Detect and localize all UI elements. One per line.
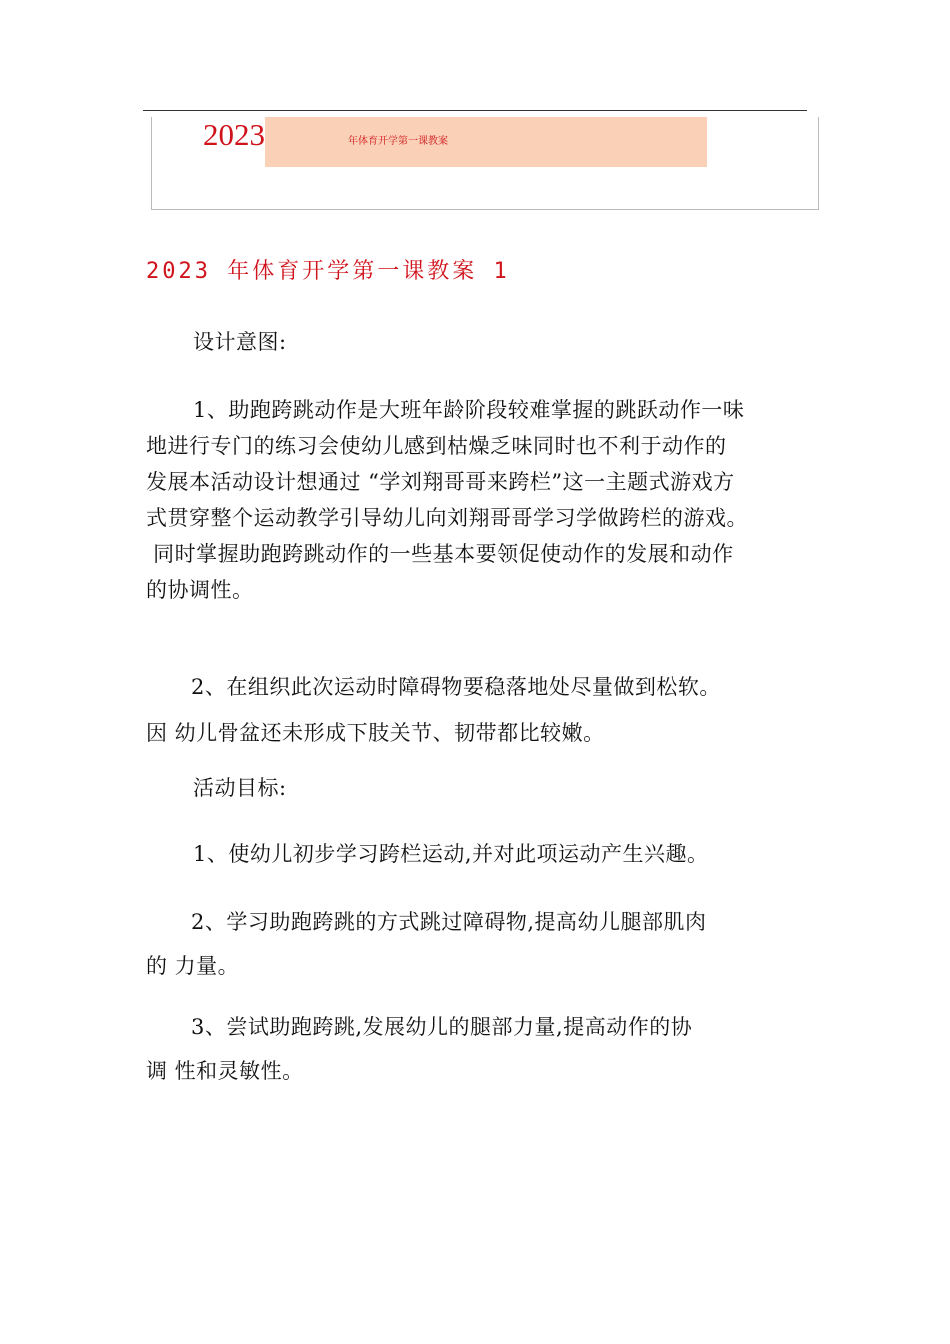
paragraph-line: 2、在组织此次运动时障碍物要稳落地处尽量做到松软。 [191, 675, 721, 699]
paragraph-line: 发展本活动设计想通过 “学刘翔哥哥来跨栏”这一主题式游戏方 [146, 470, 735, 494]
paragraph-line: 1、助跑跨跳动作是大班年龄阶段较难掌握的跳跃动作一味 [193, 398, 745, 422]
paragraph-line: 2、学习助跑跨跳的方式跳过障碍物,提高幼儿腿部肌肉 [191, 910, 707, 934]
header-banner-text: 年体育开学第一课教案 [348, 136, 448, 147]
paragraph-line: 式贯穿整个运动教学引导幼儿向刘翔哥哥学习学做跨栏的游戏。 [146, 506, 748, 530]
design-heading: 设计意图: [193, 330, 287, 354]
goals-heading: 活动目标: [193, 776, 287, 800]
paragraph-line: 调 性和灵敏性。 [146, 1059, 304, 1083]
paragraph-line: 的 力量。 [146, 954, 240, 978]
goal-item-2 [146, 904, 707, 984]
paragraph-line: 3、尝试助跑跨跳,发展幼儿的腿部力量,提高动作的协 [191, 1015, 693, 1039]
header-banner [265, 117, 707, 167]
paragraph-line: 的协调性。 [146, 578, 254, 602]
goal-item-3 [146, 1009, 692, 1089]
design-item-2 [146, 669, 721, 751]
paragraph-line: 同时掌握助跑跨跳动作的一些基本要领促使动作的发展和动作 [146, 542, 734, 566]
header-year: 2023 [203, 117, 265, 152]
header-rule [143, 110, 807, 111]
paragraph-line: 因 幼儿骨盆还未形成下肢关节、韧带都比较嫩。 [146, 721, 605, 745]
goal-item-1: 1、使幼儿初步学习跨栏运动,并对此项运动产生兴趣。 [193, 842, 709, 866]
design-item-1 [146, 392, 748, 608]
paragraph-line: 地进行专门的练习会使幼儿感到枯燥乏味同时也不利于动作的 [146, 434, 727, 458]
document-title: 2023 年体育开学第一课教案 1 [146, 259, 510, 284]
